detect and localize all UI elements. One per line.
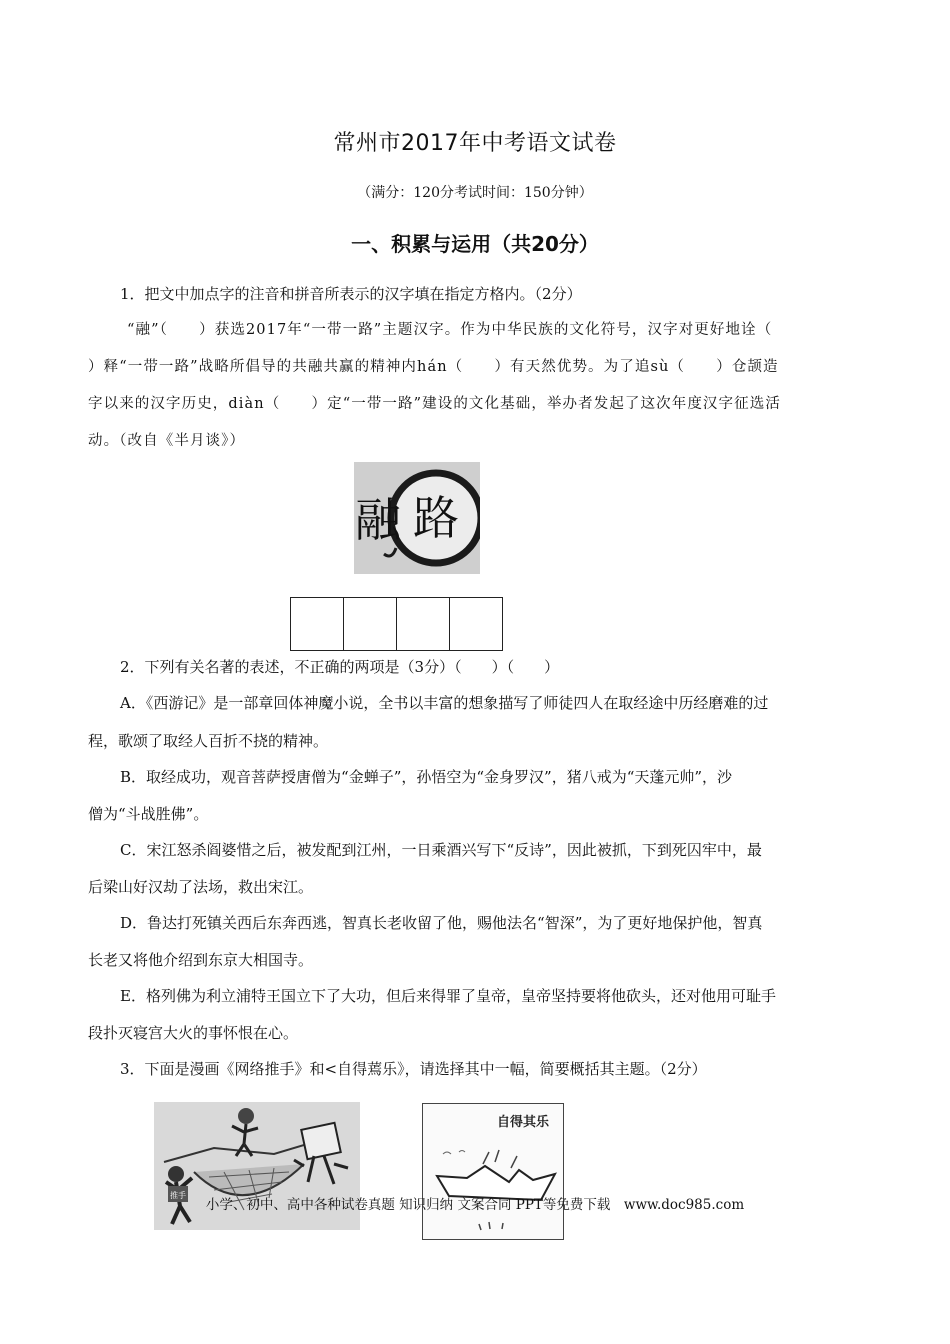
answer-box[interactable]	[344, 598, 397, 650]
seal-image	[354, 462, 480, 574]
q3-stem: 3．下面是漫画《网络推手》和<自得蔫乐》，请选择其中一幅，简要概括其主题。（2分）	[120, 1060, 707, 1078]
q2-option-a: A．《西游记》是一部章回体神魔小说，全书以丰富的想象描写了师徒四人在取经途中历经磨难的过	[120, 694, 769, 712]
q1-stem: 1．把文中加点字的注音和拼音所表示的汉字填在指定方格内。（2分）	[120, 285, 582, 303]
exam-info: （满分：120分考试时间：150分钟）	[357, 185, 593, 201]
cartoon1-label: 推手	[170, 1191, 186, 1200]
q1-line: 字以来的汉字历史，diàn（ ）定“一带一路”建设的文化基础，举办者发起了这次年度汉字征选活	[88, 396, 781, 412]
q2-option-d-cont: 长老又将他介绍到东京大相国寺。	[88, 951, 314, 969]
q1-line: “融”（ ）获选2017年“一带一路”主题汉字。作为中华民族的文化符号，汉字对更好地诠（	[127, 322, 773, 338]
q2-option-d: D．鲁达打死镇关西后东奔西逃，智真长老收留了他，赐他法名“智深”，为了更好地保护他，智真	[120, 914, 763, 932]
seal-left-char: 融	[355, 493, 401, 547]
q2-option-e: E．格列佛为利立浦特王国立下了大功，但后来得罪了皇帝，皇帝坚持要将他砍头，还对他用可耻手	[120, 987, 776, 1005]
answer-box[interactable]	[291, 598, 344, 650]
q2-option-b-cont: 僧为“斗战胜佛”。	[88, 805, 209, 823]
q2-option-e-cont: 段扑灭寝宫大火的事怀恨在心。	[88, 1024, 299, 1042]
q2-option-b: B．取经成功，观音菩萨授唐僧为“金蝉子”，孙悟空为“金身罗汉”，猪八戒为“天蓬元帅”，沙	[120, 768, 733, 786]
page-title: 常州市2017年中考语文试卷	[333, 131, 617, 156]
answer-boxes[interactable]	[290, 597, 503, 651]
q1-line: 动。（改自《半月谈》）	[88, 433, 246, 449]
q2-stem: 2．下列有关名著的表述，不正确的两项是（3分）（ ）（ ）	[120, 658, 560, 676]
section-heading: 一、积累与运用（共20分）	[351, 232, 599, 256]
footer-watermark: 小学、初中、高中各种试卷真题 知识归纳 文案合同 PPT等免费下载 www.doc985.com	[205, 1197, 745, 1213]
q2-option-c: C．宋江怒杀阎婆惜之后，被发配到江州，一日乘酒兴写下“反诗”，因此被抓，下到死囚牢中，最	[120, 841, 762, 859]
answer-box[interactable]	[450, 598, 502, 650]
seal-right-char: 路	[413, 491, 459, 545]
cartoon-self-amusement	[422, 1103, 564, 1240]
cartoon2-title: 自得其乐	[496, 1115, 550, 1130]
q1-line: ）释“一带一路”战略所倡导的共融共赢的精神内hán（ ）有天然优势。为了追sù（ ）仓颉造	[88, 359, 779, 375]
q2-option-a-cont: 程，歌颂了取经人百折不挠的精神。	[88, 732, 329, 750]
answer-box[interactable]	[397, 598, 450, 650]
q2-option-c-cont: 后梁山好汉劫了法场，救出宋江。	[88, 878, 314, 896]
